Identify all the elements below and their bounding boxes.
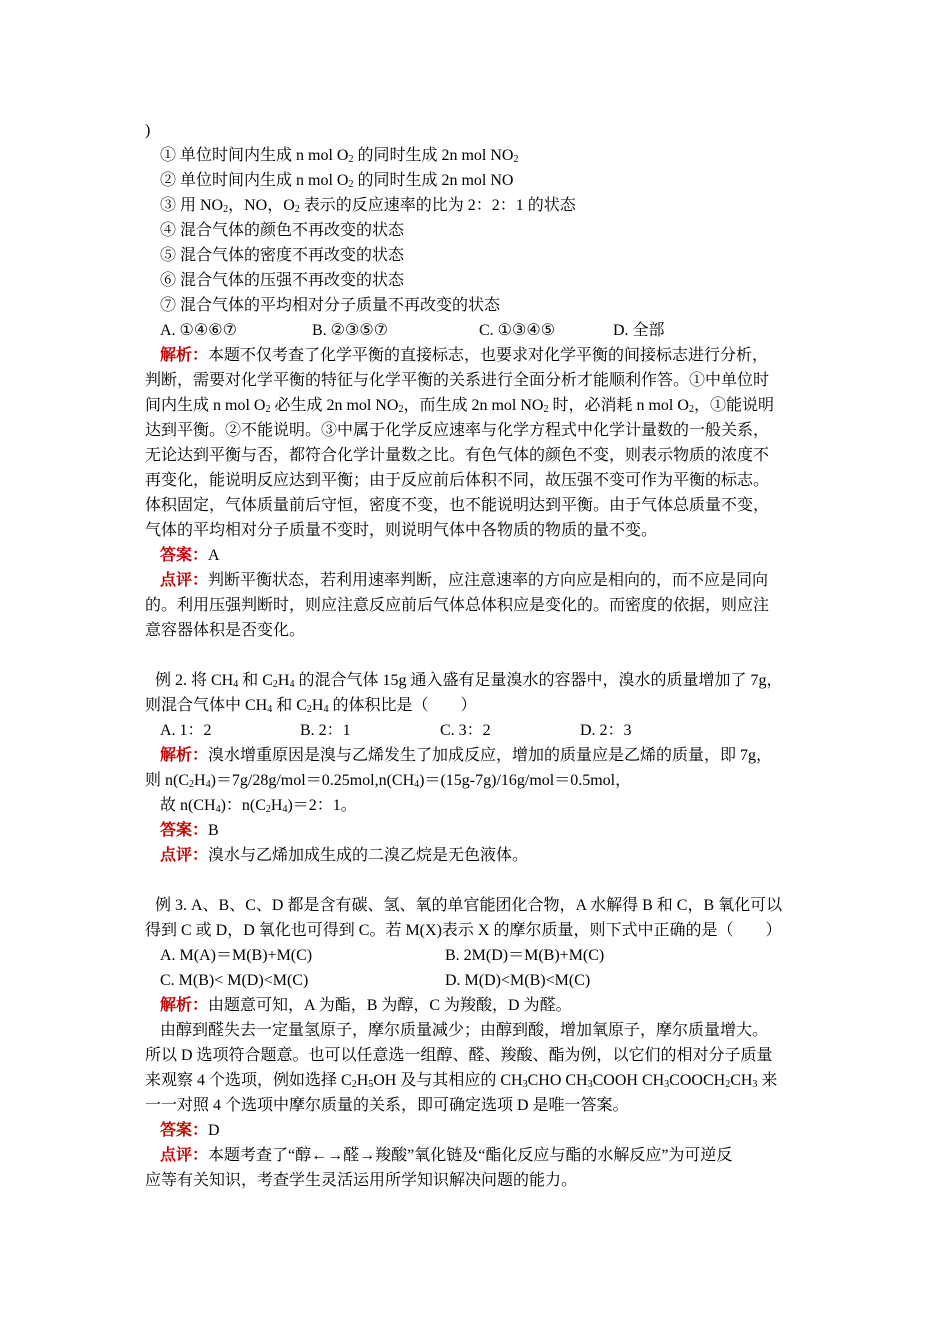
q2-option-b: B. 2：1 [300, 722, 351, 739]
q1-item: ③ 用 $NO_2$，NO，$O_2$ 表示的反应速率的比为 2：2：1 的状态 [160, 197, 576, 215]
analysis-label: 解析： [160, 747, 209, 764]
q3-option-c: C. M(B)< M(D)<M(C) [160, 972, 309, 989]
q2-comment [145, 843, 807, 868]
document-page [145, 118, 807, 1193]
analysis-text: 溴水增重原因是溴与乙烯发生了加成反应，增加的质量应是乙烯的质量，即 7g， [208, 747, 773, 764]
q3-options-row2 [145, 968, 807, 993]
analysis-text: 无论达到平衡与否，都符合化学计量数之比。有色气体的颜色不变，则表示物质的浓度不 [145, 447, 770, 464]
q1-analysis-first [145, 343, 807, 368]
q2-option-c: C. 3：2 [440, 722, 491, 739]
analysis-text: 再变化，能说明反应达到平衡；由于反应前后体积不同，故压强不变可作为平衡的标志。 [145, 472, 770, 489]
answer-value: B [208, 822, 219, 839]
analysis-text: 来观察 4 个选项，例如选择 $C_2H_5OH$ 及与其相应的 $CH_3CHO$ $CH_3COOH$ $CH_3COOCH_2CH_3$ 来 [145, 1072, 778, 1090]
comment-text: 判断平衡状态，若利用速率判断，应注意速率的方向应是相向的，而不应是同向 [208, 572, 769, 589]
analysis-text: 则 $n(C_2H_4)=7g/28g/mol=0.25mol,n(CH_4)=(15g-7g)/16g/mol=0.5mol$， [145, 772, 632, 790]
q3-option-a: A. M(A)＝M(B)+M(C) [160, 947, 313, 964]
q3-stem: 例 3. A、B、C、D 都是含有碳、氢、氧的单官能团化合物，A 水解得 B 和 C，B 氧化可以 [155, 897, 783, 914]
q3-comment-first [145, 1143, 807, 1168]
comment-text: 本题考查了“醇←→醛→羧酸”氧化链及“酯化反应与酯的水解反应”为可逆反 [208, 1147, 733, 1164]
comment-text: 的。利用压强判断时，则应注意反应前后气体总体积应是变化的。而密度的依据，则应注 [145, 597, 770, 614]
analysis-text: 间内生成 n mol $O_2$ 必生成 2n mol $NO_2$，而生成 2n mol $NO_2$ 时，必消耗 n mol $O_2$，①能说明 [145, 397, 774, 415]
q1-item: ④ 混合气体的颜色不再改变的状态 [160, 222, 405, 239]
answer-label: 答案： [160, 1122, 209, 1139]
q3-options-row1 [145, 943, 807, 968]
analysis-text: 一一对照 4 个选项中摩尔质量的关系，即可确定选项 D 是唯一答案。 [145, 1097, 629, 1114]
analysis-text: 所以 D 选项符合题意。也可以任意选一组醇、醛、羧酸、酯为例，以它们的相对分子质量 [145, 1047, 773, 1064]
q2-stem: 例 2. 将 $CH_4$ 和 $C_2H_4$ 的混合气体 15g 通入盛有足量溴水的容器中，溴水的质量增加了 7g， [155, 672, 783, 690]
analysis-text: 本题不仅考查了化学平衡的直接标志，也要求对化学平衡的间接标志进行分析， [208, 347, 769, 364]
analysis-label: 解析： [160, 347, 209, 364]
analysis-text: 由题意可知，A 为酯，B 为醇，C 为羧酸，D 为醛。 [208, 997, 572, 1014]
q1-paren: ) [145, 122, 151, 139]
q2-answer [145, 818, 807, 843]
analysis-text: 体积固定，气体质量前后守恒，密度不变，也不能说明达到平衡。由于气体总质量不变， [145, 497, 770, 514]
q1-option-c: C. ①③④⑤ [479, 322, 556, 339]
q1-item: ⑥ 混合气体的压强不再改变的状态 [160, 272, 405, 289]
comment-text: 应等有关知识，考查学生灵活运用所学知识解决问题的能力。 [145, 1172, 578, 1189]
q1-option-d: D. 全部 [613, 322, 665, 339]
q2-option-a: A. 1：2 [160, 722, 212, 739]
analysis-text: 达到平衡。②不能说明。③中属于化学反应速率与化学方程式中化学计量数的一般关系， [145, 422, 770, 439]
q1-option-b: B. ②③⑤⑦ [312, 322, 389, 339]
answer-label: 答案： [160, 547, 209, 564]
comment-label: 点评： [160, 1147, 209, 1164]
comment-text: 意容器体积是否变化。 [145, 622, 306, 639]
analysis-text: 故 $n(CH_4)$：$n(C_2H_4)=2$：1。 [160, 797, 357, 815]
q1-comment-first [145, 568, 807, 593]
q3-option-b: B. 2M(D)＝M(B)+M(C) [445, 947, 605, 964]
q3-analysis-first [145, 993, 807, 1018]
q1-options [145, 318, 807, 343]
q1-item: ⑤ 混合气体的密度不再改变的状态 [160, 247, 405, 264]
comment-label: 点评： [160, 572, 209, 589]
answer-value: D [208, 1122, 220, 1139]
q2-stem: 则混合气体中 $CH_4$ 和 $C_2H_4$ 的体积比是（ ） [145, 697, 477, 715]
analysis-text: 气体的平均相对分子质量不变时，则说明气体中各物质的物质的量不变。 [145, 522, 658, 539]
q1-answer [145, 543, 807, 568]
q2-option-d: D. 2：3 [580, 722, 632, 739]
q1-item: ② 单位时间内生成 n mol $O_2$ 的同时生成 2n mol NO [160, 172, 514, 190]
q3-answer [145, 1118, 807, 1143]
q1-option-a: A. ①④⑥⑦ [160, 322, 237, 339]
q2-analysis-first [145, 743, 807, 768]
q3-option-d: D. M(D)<M(B)<M(C) [445, 972, 591, 989]
comment-text: 溴水与乙烯加成生成的二溴乙烷是无色液体。 [208, 847, 529, 864]
answer-value: A [208, 547, 220, 564]
q1-item: ⑦ 混合气体的平均相对分子质量不再改变的状态 [160, 297, 501, 314]
answer-label: 答案： [160, 822, 209, 839]
q2-options [145, 718, 807, 743]
analysis-label: 解析： [160, 997, 209, 1014]
comment-label: 点评： [160, 847, 209, 864]
analysis-text: 由醇到醛失去一定量氢原子，摩尔质量减少；由醇到酸，增加氧原子，摩尔质量增大。 [160, 1022, 769, 1039]
q1-item: ① 单位时间内生成 n mol $O_2$ 的同时生成 2n mol $NO_2$ [160, 147, 519, 165]
q3-stem: 得到 C 或 D，D 氧化也可得到 C。若 M(X)表示 X 的摩尔质量，则下式中正确的是（ ） [145, 922, 782, 939]
analysis-text: 判断，需要对化学平衡的特征与化学平衡的关系进行全面分析才能顺利作答。①中单位时 [145, 372, 770, 389]
